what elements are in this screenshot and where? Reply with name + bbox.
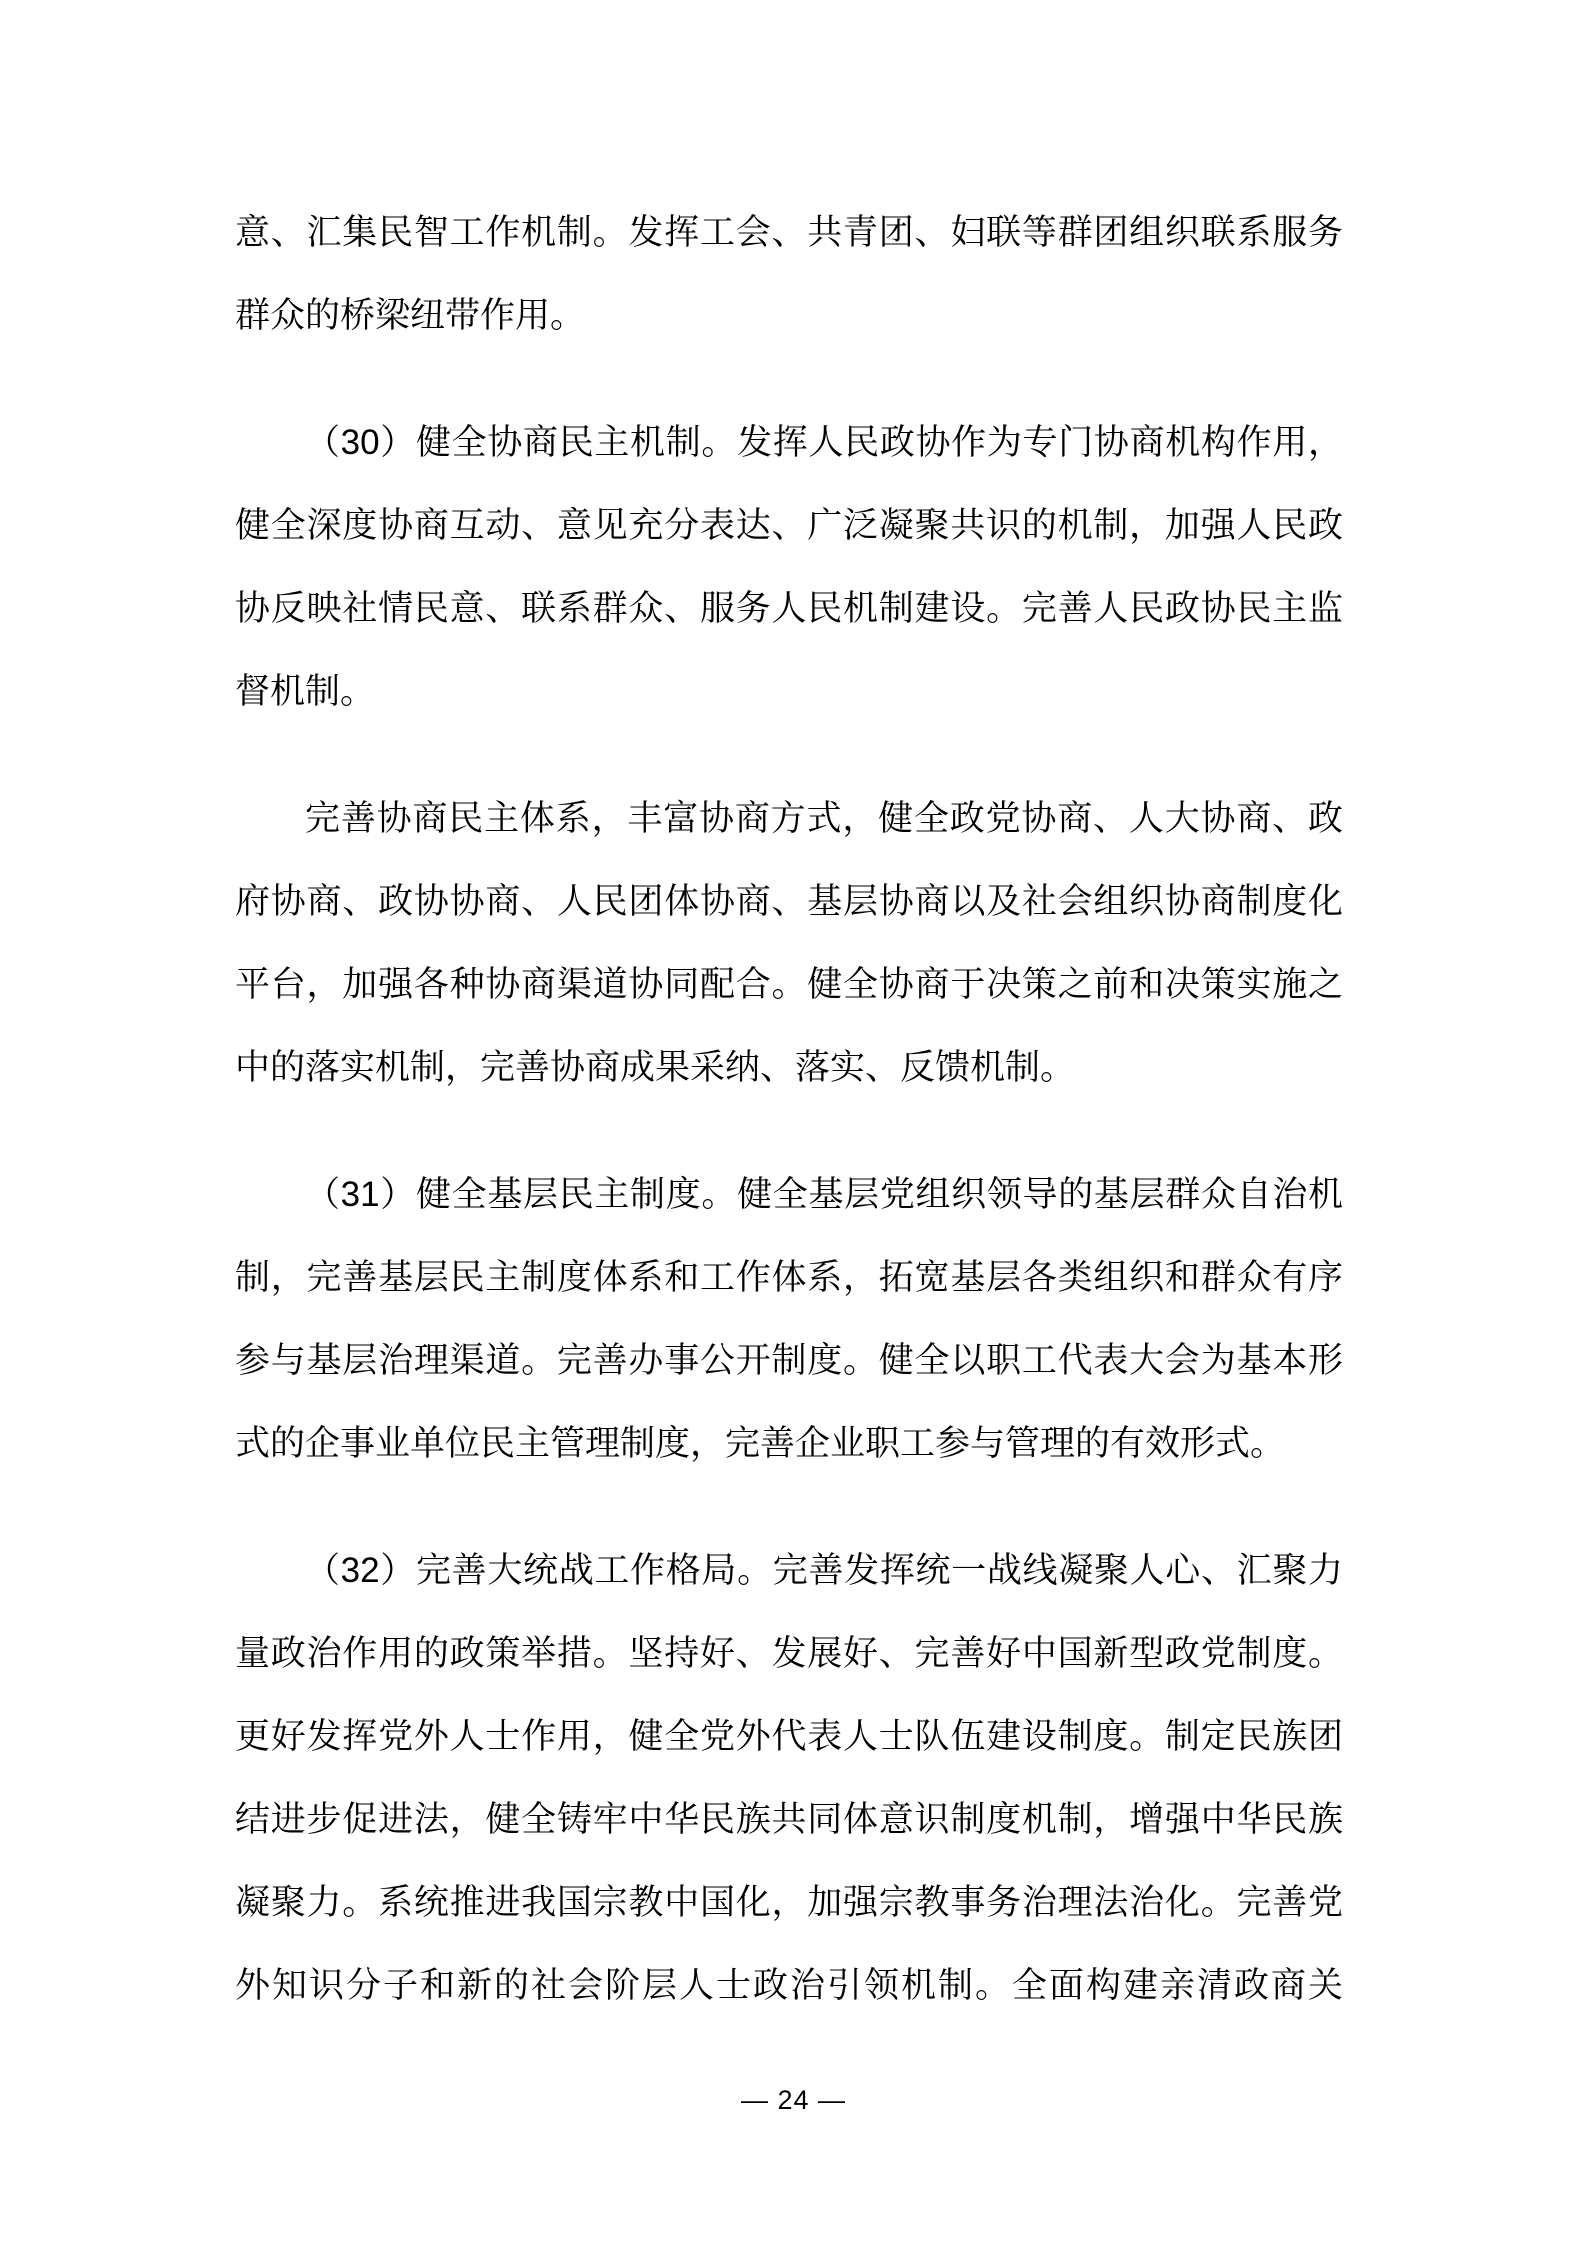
text-line: 协反映社情民意、联系群众、服务人民机制建设。完善人民政协民主监	[235, 589, 1343, 628]
text-line: 式的企事业单位民主管理制度，完善企业职工参与管理的有效形式。	[235, 1424, 1286, 1463]
text-line: 平台，加强各种协商渠道协同配合。健全协商于决策之前和决策实施之	[235, 965, 1343, 1004]
text-line: 结进步促进法，健全铸牢中华民族共同体意识制度机制，增强中华民族	[235, 1800, 1343, 1839]
text-line: 府协商、政协协商、人民团体协商、基层协商以及社会组织协商制度化	[235, 882, 1343, 921]
paragraph	[235, 191, 1343, 357]
text-line: 量政治作用的政策举措。坚持好、发展好、完善好中国新型政党制度。	[235, 1634, 1343, 1673]
text-line: （31）健全基层民主制度。健全基层党组织领导的基层群众自治机	[305, 1175, 1343, 1214]
text-line: 中的落实机制，完善协商成果采纳、落实、反馈机制。	[235, 1048, 1076, 1087]
paragraph	[235, 1153, 1343, 1485]
text-line: 外知识分子和新的社会阶层人士政治引领机制。全面构建亲清政商关	[235, 1966, 1343, 2005]
text-line: 凝聚力。系统推进我国宗教中国化，加强宗教事务治理法治化。完善党	[235, 1883, 1343, 1922]
paragraph	[235, 777, 1343, 1109]
text-line: 制，完善基层民主制度体系和工作体系，拓宽基层各类组织和群众有序	[235, 1258, 1343, 1297]
document-body	[235, 191, 1343, 2027]
text-line: （32）完善大统战工作格局。完善发挥统一战线凝聚人心、汇聚力	[305, 1551, 1343, 1590]
text-line: 健全深度协商互动、意见充分表达、广泛凝聚共识的机制，加强人民政	[235, 506, 1343, 545]
paragraph	[235, 401, 1343, 733]
text-line: 更好发挥党外人士作用，健全党外代表人士队伍建设制度。制定民族团	[235, 1717, 1343, 1756]
text-line: 参与基层治理渠道。完善办事公开制度。健全以职工代表大会为基本形	[235, 1341, 1343, 1380]
text-line: （30）健全协商民主机制。发挥人民政协作为专门协商机构作用，	[305, 423, 1343, 462]
page-number: — 24 —	[740, 2085, 847, 2115]
text-line: 意、汇集民智工作机制。发挥工会、共青团、妇联等群团组织联系服务	[235, 213, 1343, 252]
text-line: 督机制。	[235, 672, 376, 711]
text-line: 群众的桥梁纽带作用。	[235, 296, 586, 335]
text-line: 完善协商民主体系，丰富协商方式，健全政党协商、人大协商、政	[305, 799, 1343, 838]
paragraph	[235, 1529, 1343, 2027]
